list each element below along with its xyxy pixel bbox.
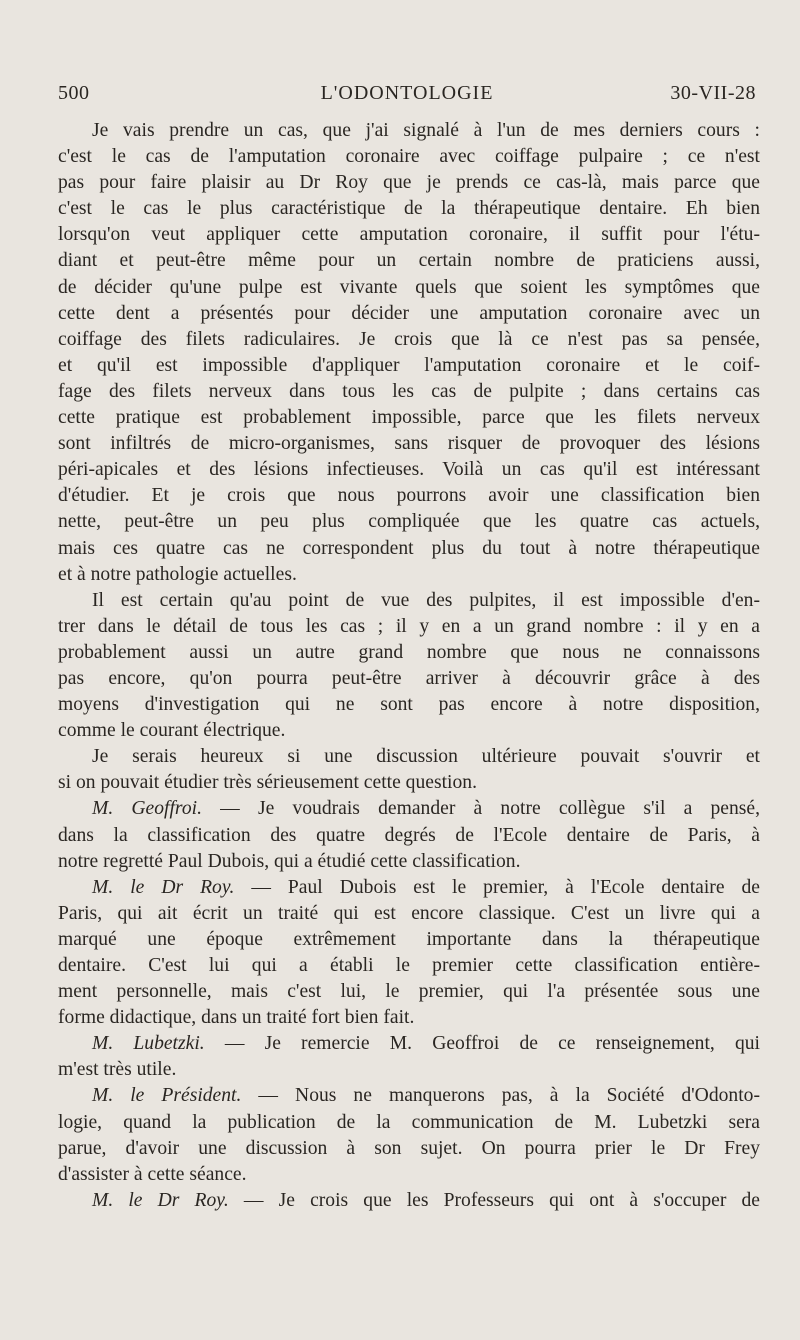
page-number: 500: [58, 82, 90, 104]
line-text: dentaire. C'est lui qui a établi le premier cette classification entière-: [58, 955, 760, 976]
line-text: notre regretté Paul Dubois, qui a étudié cette classification.: [58, 850, 521, 872]
line-text: parue, d'avoir une discussion à son sujet. On pourra prier le Dr Frey: [58, 1137, 760, 1159]
text-line: [58, 744, 760, 770]
text-line: [58, 170, 760, 196]
line-text: — Je remercie M. Geoffroi de ce renseignement, qui: [204, 1033, 760, 1055]
text-line: [58, 327, 760, 353]
running-header: [58, 82, 756, 116]
running-title: L'ODONTOLOGIE: [320, 82, 494, 104]
line-text: cette pratique est probablement impossible, parce que les filets nerveux: [58, 407, 760, 429]
text-line: [58, 1083, 760, 1109]
line-text: trer dans le détail de tous les cas ; il y en a un grand nombre : il y en a: [58, 615, 760, 637]
line-text: Je serais heureux si une discussion ultérieure pouvait s'ouvrir et: [92, 746, 760, 768]
text-line: [58, 1031, 760, 1057]
line-text: moyens d'investigation qui ne sont pas encore à notre disposition,: [58, 694, 760, 716]
text-line: [58, 222, 760, 248]
line-text: diant et peut-être même pour un certain nombre de praticiens aussi,: [58, 250, 760, 272]
line-text: mais ces quatre cas ne correspondent plus du tout à notre thérapeutique: [58, 537, 760, 559]
text-line: [58, 483, 760, 509]
text-line: [58, 901, 760, 927]
line-text: forme didactique, dans un traité fort bien fait.: [58, 1007, 415, 1029]
line-text: — Nous ne manquerons pas, à la Société d'Odonto-: [241, 1085, 760, 1107]
text-line: [58, 588, 760, 614]
text-line: [58, 640, 760, 666]
line-text: — Paul Dubois est le premier, à l'Ecole dentaire de: [234, 876, 760, 898]
line-text: c'est le cas le plus caractéristique de la thérapeutique dentaire. Eh bien: [58, 198, 760, 220]
text-line: [58, 718, 760, 744]
text-line: [58, 562, 760, 588]
line-text: ment personnelle, mais c'est lui, le premier, qui l'a présentée sous une: [58, 981, 760, 1003]
line-text: Paris, qui ait écrit un traité qui est encore classique. C'est un livre qui a: [58, 902, 760, 924]
issue-date: 30-VII-28: [670, 82, 756, 104]
text-line: [58, 353, 760, 379]
text-line: [58, 1005, 760, 1031]
speaker-name: M. le Dr Roy.: [92, 876, 235, 898]
text-line: [58, 770, 760, 796]
text-line: [58, 927, 760, 953]
speaker-name: M. le Président.: [92, 1085, 242, 1107]
line-text: et à notre pathologie actuelles.: [58, 563, 297, 585]
text-line: [58, 118, 760, 144]
text-line: [58, 509, 760, 535]
text-line: [58, 379, 760, 405]
text-line: [58, 1136, 760, 1162]
text-line: [58, 614, 760, 640]
text-line: [58, 275, 760, 301]
text-line: [58, 666, 760, 692]
text-line: [58, 144, 760, 170]
text-line: [58, 301, 760, 327]
line-text: — Je crois que les Professeurs qui ont à s'occuper de: [228, 1189, 760, 1211]
line-text: sont infiltrés de micro-organismes, sans risquer de provoquer des lésions: [58, 433, 760, 455]
line-text: dans la classification des quatre degrés de l'Ecole dentaire de Paris, à: [58, 824, 760, 846]
line-text: coiffage des filets radiculaires. Je crois que là ce n'est pas sa pensée,: [58, 328, 760, 350]
text-line: [58, 979, 760, 1005]
text-line: [58, 196, 760, 222]
line-text: logie, quand la publication de la communication de M. Lubetzki sera: [58, 1111, 760, 1133]
text-line: [58, 1162, 760, 1188]
speaker-name: M. Lubetzki.: [92, 1033, 205, 1055]
line-text: de décider qu'une pulpe est vivante quels que soient les symptômes que: [58, 276, 760, 298]
text-line: [58, 536, 760, 562]
text-line: [58, 1188, 760, 1214]
text-line: [58, 849, 760, 875]
text-line: [58, 692, 760, 718]
line-text: comme le courant électrique.: [58, 720, 286, 742]
text-line: [58, 248, 760, 274]
text-line: [58, 953, 760, 979]
text-line: [58, 823, 760, 849]
line-text: Il est certain qu'au point de vue des pulpites, il est impossible d'en-: [92, 589, 760, 611]
line-text: péri-apicales et des lésions infectieuses. Voilà un cas qu'il est intéressant: [58, 459, 760, 481]
text-line: [58, 405, 760, 431]
speaker-name: M. Geoffroi.: [92, 798, 202, 820]
line-text: si on pouvait étudier très sérieusement cette question.: [58, 772, 477, 794]
line-text: — Je voudrais demander à notre collègue s'il a pensé,: [201, 798, 761, 820]
line-text: fage des filets nerveux dans tous les cas de pulpite ; dans certains cas: [58, 380, 760, 402]
speaker-name: M. le Dr Roy.: [92, 1189, 229, 1211]
text-line: [58, 796, 760, 822]
line-text: pas pour faire plaisir au Dr Roy que je prends ce cas-là, mais parce que: [58, 172, 760, 194]
line-text: probablement aussi un autre grand nombre que nous ne connaissons: [58, 641, 760, 663]
line-text: cette dent a présentés pour décider une amputation coronaire avec un: [58, 302, 760, 324]
line-text: nette, peut-être un peu plus compliquée que les quatre cas actuels,: [58, 511, 760, 533]
line-text: d'assister à cette séance.: [58, 1163, 247, 1185]
text-line: [58, 457, 760, 483]
line-text: marqué une époque extrêmement importante dans la thérapeutique: [58, 928, 760, 950]
text-line: [58, 1110, 760, 1136]
text-line: [58, 431, 760, 457]
text-line: [58, 875, 760, 901]
line-text: m'est très utile.: [58, 1059, 177, 1081]
text-line: [58, 1057, 760, 1083]
line-text: Je vais prendre un cas, que j'ai signalé à l'un de mes derniers cours :: [92, 120, 760, 141]
line-text: pas encore, qu'on pourra peut-être arriver à découvrir grâce à des: [58, 667, 760, 689]
page-body: [58, 118, 760, 1214]
line-text: c'est le cas de l'amputation coronaire avec coiffage pulpaire ; ce n'est: [58, 146, 760, 168]
line-text: et qu'il est impossible d'appliquer l'amputation coronaire et le coif-: [58, 354, 760, 376]
line-text: d'étudier. Et je crois que nous pourrons avoir une classification bien: [58, 485, 760, 507]
line-text: lorsqu'on veut appliquer cette amputation coronaire, il suffit pour l'étu-: [58, 224, 760, 246]
